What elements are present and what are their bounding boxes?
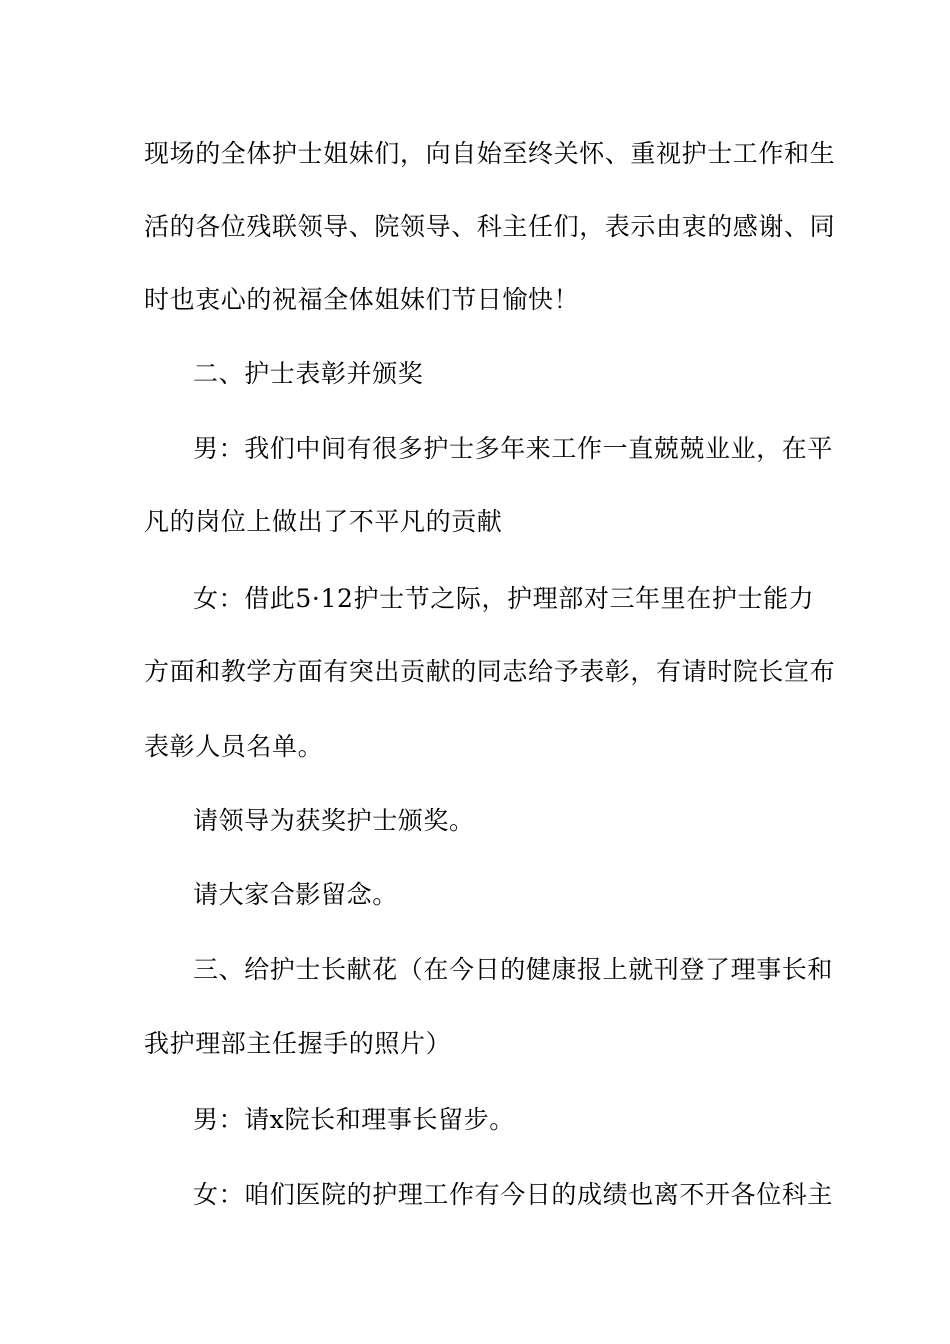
paragraph-line: 请领导为获奖护士颁奖。 [193, 806, 475, 835]
section-heading: 二、护士表彰并颁奖 [193, 359, 424, 388]
paragraph-line: 时也衷心的祝福全体姐妹们节日愉快！ [144, 285, 580, 314]
paragraph-line: 凡的岗位上做出了不平凡的贡献 [144, 507, 503, 536]
paragraph-line: 现场的全体护士姐妹们，向自始至终关怀、重视护士工作和生 [144, 139, 836, 168]
paragraph-line: 方面和教学方面有突出贡献的同志给予表彰，有请时院长宣布 [144, 657, 836, 686]
paragraph-line: 活的各位残联领导、院领导、科主任们，表示由衷的感谢、同 [144, 212, 836, 241]
paragraph-line: 男：请x院长和理事长留步。 [193, 1105, 515, 1134]
paragraph-line: 我护理部主任握手的照片） [144, 1029, 452, 1058]
paragraph-line: 表彰人员名单。 [144, 732, 324, 761]
paragraph-line: 男：我们中间有很多护士多年来工作一直兢兢业业，在平 [193, 434, 834, 463]
paragraph-line: 女：咱们医院的护理工作有今日的成绩也离不开各位科主 [193, 1180, 834, 1209]
paragraph-line: 女：借此5·12护士节之际，护理部对三年里在护士能力 [193, 584, 815, 613]
section-heading: 三、给护士长献花（在今日的健康报上就刊登了理事长和 [193, 955, 834, 984]
paragraph-line: 请大家合影留念。 [193, 880, 398, 909]
